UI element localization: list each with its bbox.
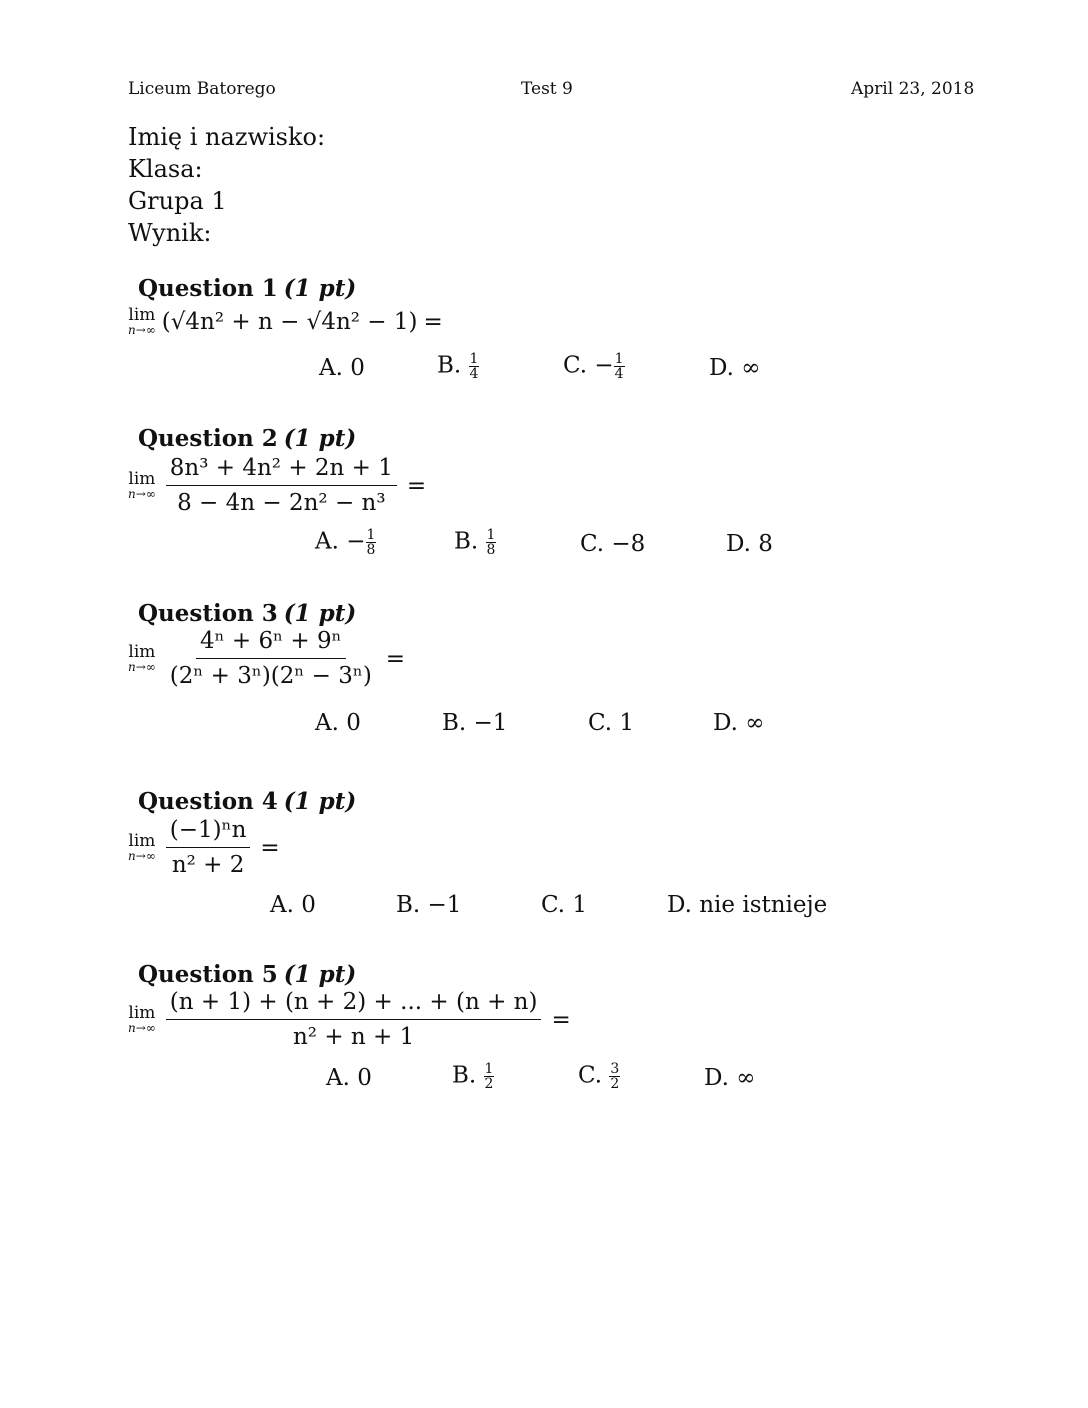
answer-d[interactable]: D. ∞ <box>713 710 765 736</box>
fraction <box>166 815 251 880</box>
answer-a[interactable]: A. 0 <box>319 355 365 381</box>
question-points: (1 pt) <box>283 788 357 815</box>
class-label: Klasa: <box>128 155 203 183</box>
question-title-text: Question 5 <box>138 961 278 988</box>
answer-b[interactable]: B. $\frac{1}{4}$ <box>437 351 479 382</box>
denominator: 8 − 4n − 2n² − n³ <box>177 490 386 516</box>
answer-c[interactable]: C. − $\frac{1}{4}$ <box>563 351 624 382</box>
name-label: Imię i nazwisko: <box>128 123 326 151</box>
answer-c[interactable]: C. 1 <box>588 710 635 736</box>
answer-a[interactable]: A. − $\frac{1}{8}$ <box>315 527 376 558</box>
equals-sign: = <box>385 645 406 672</box>
equals-sign: = <box>423 308 443 335</box>
question-5-title <box>138 961 356 988</box>
question-points: (1 pt) <box>283 425 357 452</box>
question-3-expression <box>128 626 405 691</box>
question-2-title <box>138 425 356 452</box>
limit-operator: lim n→∞ <box>128 831 156 863</box>
question-1-expression <box>128 307 443 336</box>
answer-a[interactable]: A. 0 <box>270 892 316 918</box>
numerator: 8n³ + 4n² + 2n + 1 <box>166 453 397 486</box>
question-points: (1 pt) <box>283 275 357 302</box>
group-label: Grupa 1 <box>128 187 227 215</box>
answer-b[interactable]: B. $\frac{1}{8}$ <box>454 527 496 558</box>
header-date: April 23, 2018 <box>851 79 975 99</box>
answer-d[interactable]: D. ∞ <box>704 1065 756 1091</box>
numerator: (n + 1) + (n + 2) + ... + (n + n) <box>166 987 542 1020</box>
answer-c[interactable]: C. 1 <box>541 892 588 918</box>
equals-sign: = <box>260 834 280 861</box>
answer-d[interactable]: D. nie istnieje <box>667 892 828 918</box>
question-points: (1 pt) <box>283 961 357 988</box>
limit-operator: lim n→∞ <box>128 1003 156 1035</box>
answer-b[interactable]: B. $\frac{1}{2}$ <box>452 1061 494 1092</box>
question-title-text: Question 3 <box>138 600 278 627</box>
answer-c[interactable]: C. $\frac{3}{2}$ <box>578 1061 620 1092</box>
denominator: n² + n + 1 <box>292 1024 415 1050</box>
answer-a[interactable]: A. 0 <box>326 1065 372 1091</box>
numerator: (−1)ⁿn <box>166 815 251 848</box>
limit-operator: lim n→∞ <box>128 469 156 501</box>
answer-b[interactable]: B. −1 <box>396 892 462 918</box>
limit-operator: lim n→∞ <box>128 305 156 337</box>
answer-d[interactable]: D. 8 <box>726 531 773 557</box>
numerator: 4ⁿ + 6ⁿ + 9ⁿ <box>196 626 346 659</box>
limit-operator: lim n→∞ <box>128 642 156 674</box>
equals-sign: = <box>551 1006 571 1033</box>
question-4-title <box>138 788 356 815</box>
question-3-title <box>138 600 356 627</box>
question-5-expression <box>128 987 571 1052</box>
denominator: (2ⁿ + 3ⁿ)(2ⁿ − 3ⁿ) <box>169 663 372 689</box>
question-4-expression <box>128 815 280 880</box>
fraction <box>166 626 376 691</box>
question-points: (1 pt) <box>283 600 357 627</box>
question-1-title <box>138 275 356 302</box>
question-2-expression <box>128 453 426 518</box>
answer-c[interactable]: C. −8 <box>580 531 646 557</box>
header-test-title: Test 9 <box>521 79 573 99</box>
fraction <box>166 987 542 1052</box>
score-label: Wynik: <box>128 219 212 247</box>
fraction <box>166 453 397 518</box>
answer-b[interactable]: B. −1 <box>442 710 508 736</box>
header-school: Liceum Batorego <box>128 79 276 99</box>
question-title-text: Question 2 <box>138 425 278 452</box>
limit-expression: (√4n² + n − √4n² − 1) <box>161 308 418 335</box>
answer-a[interactable]: A. 0 <box>315 710 361 736</box>
question-title-text: Question 1 <box>138 275 278 302</box>
question-title-text: Question 4 <box>138 788 278 815</box>
answer-d[interactable]: D. ∞ <box>709 355 761 381</box>
equals-sign: = <box>406 472 427 499</box>
denominator: n² + 2 <box>171 852 245 878</box>
